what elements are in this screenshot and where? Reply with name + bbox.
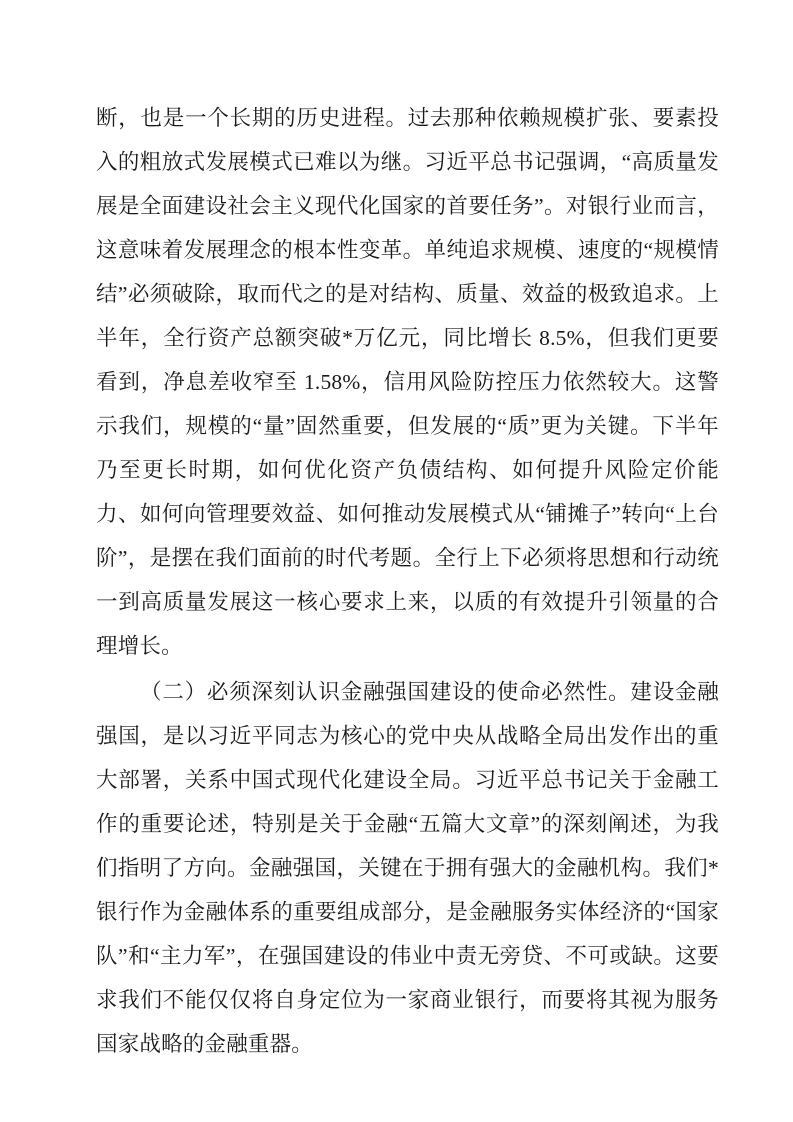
document-body <box>96 96 719 1066</box>
paragraph-2: （二）必须深刻认识金融强国建设的使命必然性。建设金融强国，是以习近平同志为核心的党中央从战略全局出发作出的重大部署，关系中国式现代化建设全局。习近平总书记关于金融工作的重要论述，特别是关于金融“五篇大文章”的深刻阐述，为我们指明了方向。金融强国，关键在于拥有强大的金融机构。我们*银行作为金融体系的重要组成部分，是金融服务实体经济的“国家队”和“主力军”，在强国建设的伟业中责无旁贷、不可或缺。这要求我们不能仅仅将自身定位为一家商业银行，而要将其视为服务国家战略的金融重器。 <box>96 680 719 1056</box>
paragraph-1: 断，也是一个长期的历史进程。过去那种依赖规模扩张、要素投入的粗放式发展模式已难以为继。习近平总书记强调，“高质量发展是全面建设社会主义现代化国家的首要任务”。对银行业而言，这意味着发展理念的根本性变革。单纯追求规模、速度的“规模情结”必须破除，取而代之的是对结构、质量、效益的极致追求。上半年，全行资产总额突破*万亿元，同比增长 8.5%，但我们更要看到，净息差收窄至 1.58%，信用风险防控压力依然较大。这警示我们，规模的“量”固然重要，但发展的“质”更为关键。下半年乃至更长时期，如何优化资产负债结构、如何提升风险定价能力、如何向管理要效益、如何推动发展模式从“铺摊子”转向“上台阶”，是摆在我们面前的时代考题。全行上下必须将思想和行动统一到高质量发展这一核心要求上来，以质的有效提升引领量的合理增长。 <box>96 106 719 658</box>
